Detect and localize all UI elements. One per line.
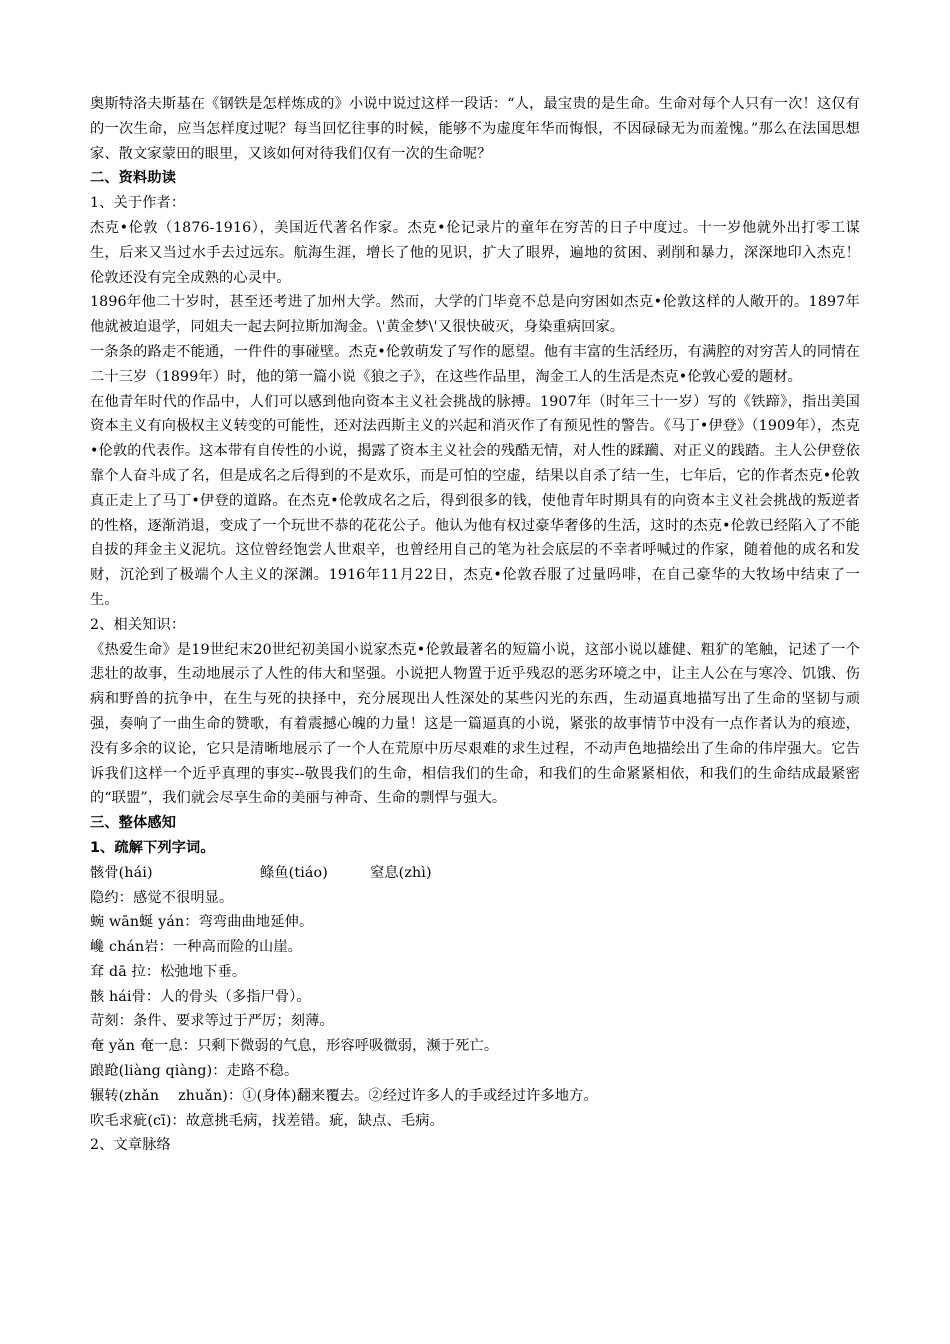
vocab-row <box>90 861 860 886</box>
section-heading-overview: 三、整体感知 <box>90 815 177 832</box>
vocab-term-3: 窒息(zhì) <box>370 864 432 881</box>
vocab-item: 奄 yǎn 奄一息：只剩下微弱的气息，形容呼吸微弱，濒于死亡。 <box>90 1038 499 1055</box>
author-paragraph-1: 杰克•伦敦（1876-1916），美国近代著名作家。杰克•伦记录片的童年在穷苦的日子中度过。十一岁他就外出打零工谋生，后来又当过水手去过远东。航海生涯，增长了他的见识，扩大了眼界，遍地的贫困、剥削和暴力，深深地印入杰克！伦敦还没有完全成熟的心灵中。 <box>90 219 860 286</box>
subheading-vocabulary: 1、疏解下列字词。 <box>90 839 215 856</box>
vocab-item: 吹毛求疵(cī)：故意挑毛病，找差错。疵，缺点、毛病。 <box>90 1112 444 1129</box>
subheading-related-knowledge: 2、相关知识： <box>90 616 186 633</box>
vocab-item: 辗转(zhǎn zhuǎn)：①(身体)翻来覆去。②经过许多人的手或经过许多地方。 <box>90 1087 598 1104</box>
author-paragraph-4: 在他青年时代的作品中，人们可以感到他向资本主义社会挑战的脉搏。1907年（时年三十一岁）写的《铁蹄》，指出美国资本主义有向极权主义转变的可能性，还对法西斯主义的兴起和消灭作了有预见性的警告。《马丁•伊登》（1909年），杰克•伦敦的代表作。这本带有自传性的小说，揭露了资本主义社会的残酷无情，对人性的蹂躏、对正义的践踏。主人公伊登依靠个人奋斗成了名，但是成名之后得到的不是欢乐，而是可怕的空虚，结果以自杀了结一生，七年后，它的作者杰克•伦敦真正走上了马丁•伊登的道路。在杰克•伦敦成名之后，得到很多的钱，使他青年时期具有的向资本主义社会挑战的叛逆者的性格，逐渐消退，变成了一个玩世不恭的花花公子。他认为他有权过豪华奢侈的生活，这时的杰克•伦敦已经陷入了不能自拔的拜金主义泥坑。这位曾经饱尝人世艰辛，也曾经用自己的笔为社会底层的不幸者呼喊过的作家，随着他的成名和发财，沉沦到了极端个人主义的深渊。1916年11月22日，杰克•伦敦吞服了过量吗啡，在自己豪华的大牧场中结束了一生。 <box>90 393 860 608</box>
vocab-item: 隐约：感觉不很明显。 <box>90 889 234 906</box>
vocab-term-2: 鲦鱼(tiáo) <box>260 864 328 881</box>
vocab-item: 苛刻：条件、要求等过于严厉；刻薄。 <box>90 1013 334 1030</box>
vocab-item: 耷 dā 拉：松弛地下垂。 <box>90 963 247 980</box>
vocab-item: 蜿 wān蜒 yán：弯弯曲曲地延伸。 <box>90 914 314 931</box>
author-paragraph-2: 1896年他二十岁时，甚至还考进了加州大学。然而，大学的门毕竟不总是向穷困如杰克•伦敦这样的人敞开的。1897年他就被迫退学，同姐夫一起去阿拉斯加淘金。\'黄金梦\'又很快破灭，身染重病回家。 <box>90 294 860 336</box>
section-heading-materials: 二、资料助读 <box>90 170 177 187</box>
subheading-about-author: 1、关于作者： <box>90 195 186 212</box>
intro-paragraph: 奥斯特洛夫斯基在《钢铁是怎样炼成的》小说中说过这样一段话：“人，最宝贵的是生命。生命对每个人只有一次！这仅有的一次生命，应当怎样度过呢？每当回忆往事的时候，能够不为虚度年华而悔恨，不因碌碌无为而羞愧。”那么在法国思想家、散文家蒙田的眼里，又该如何对待我们仅有一次的生命呢？ <box>90 96 860 162</box>
vocab-term-1: 骸骨(hái) <box>90 864 153 881</box>
subheading-article-structure: 2、文章脉络 <box>90 1137 171 1154</box>
vocab-item: 骸 hái骨：人的骨头（多指尸骨）。 <box>90 988 311 1005</box>
vocab-item: 踉跄(liàng qiàng)：走路不稳。 <box>90 1063 299 1080</box>
author-paragraph-3: 一条条的路走不能通，一件件的事碰壁。杰克•伦敦萌发了写作的愿望。他有丰富的生活经历，有满腔的对穷苦人的同情在二十三岁（1899年）时，他的第一篇小说《狼之子》，在这些作品里，淘金工人的生活是杰克•伦敦心爱的题材。 <box>90 343 860 385</box>
vocab-item: 巉 chán岩：一种高而险的山崖。 <box>90 939 302 956</box>
knowledge-paragraph: 《热爱生命》是19世纪末20世纪初美国小说家杰克•伦敦最著名的短篇小说，这部小说以雄健、粗犷的笔触，记述了一个悲壮的故事，生动地展示了人性的伟大和坚强。小说把人物置于近乎残忍的恶劣环境之中，让主人公在与寒冷、饥饿、伤病和野兽的抗争中，在生与死的抉择中，充分展现出人性深处的某些闪光的东西，生动逼真地描写出了生命的坚韧与顽强，奏响了一曲生命的赞歌，有着震撼心魄的力量！这是一篇逼真的小说，紧张的故事情节中没有一点作者认为的痕迹，没有多余的议论，它只是清晰地展示了一个人在荒原中历尽艰难的求生过程，不动声色地描绘出了生命的伟岸强大。它告诉我们这样一个近乎真理的事实--敬畏我们的生命，相信我们的生命，和我们的生命紧紧相依，和我们的生命结成最紧密的“联盟”，我们就会尽享生命的美丽与神奇、生命的剽悍与强大。 <box>90 641 860 807</box>
document-page <box>90 92 860 1158</box>
